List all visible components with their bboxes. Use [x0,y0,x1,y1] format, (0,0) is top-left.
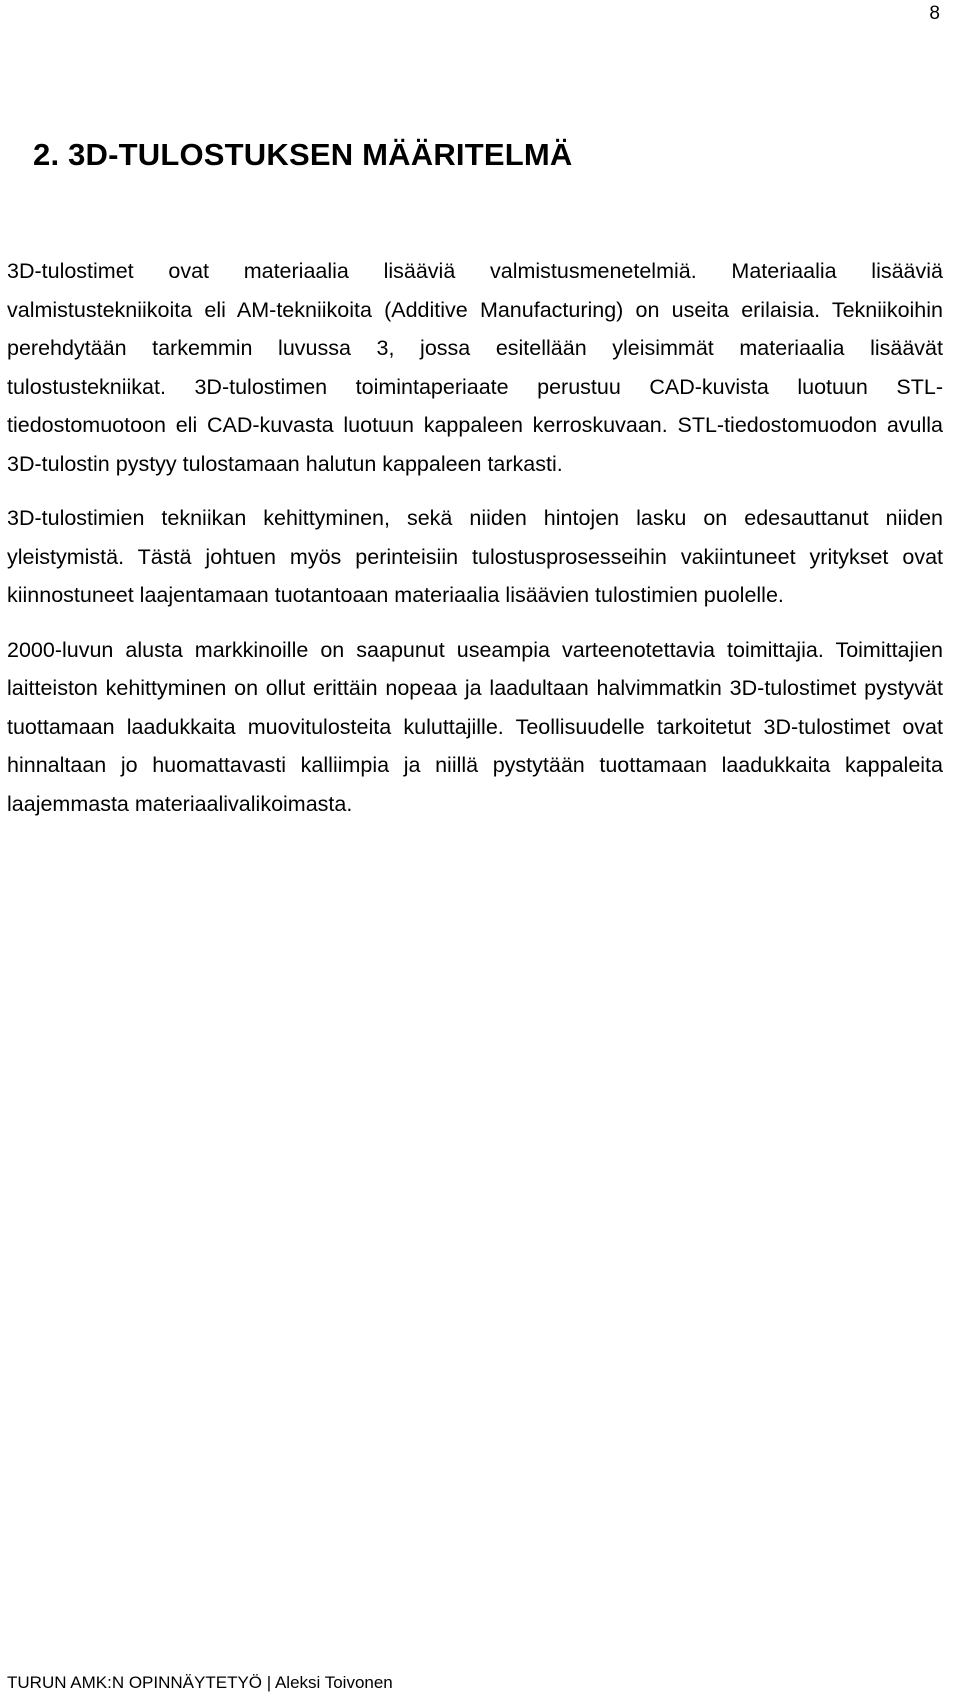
paragraph-development: 3D-tulostimien tekniikan kehittyminen, sekä niiden hintojen lasku on edesauttanut niiden yleistymistä. Tästä johtuen myös perinteisiin tulostusprosesseihin vakiintuneet yritykset ovat kiinnostuneet laajentamaan tuotantoaan materiaalia lisäävien tulostimien puolelle. [7,506,943,607]
page-number: 8 [929,3,940,24]
page-footer: TURUN AMK:N OPINNÄYTETYÖ | Aleksi Toivonen [7,1673,393,1692]
paragraph-definition: 3D-tulostimet ovat materiaalia lisääviä valmistusmenetelmiä. Materiaalia lisääviä valmistustekniikoita eli AM-tekniikoita (Additive Manufacturing) on useita erilaisia. Tekniikoihin perehdytään tarkemmin luvussa 3, jossa esitellään yleisimmät materiaalia lisäävät tulostustekniikat. 3D-tulostimen toimintaperiaate perustuu CAD-kuvista luotuun STL-tiedostomuotoon eli CAD-kuvasta luotuun kappaleen kerroskuvaan. STL-tiedostomuodon avulla 3D-tulostin pystyy tulostamaan halutun kappaleen tarkasti. [7,259,943,476]
body-text [7,252,943,839]
paragraph-market: 2000-luvun alusta markkinoille on saapunut useampia varteenotettavia toimittajia. Toimittajien laitteiston kehittyminen on ollut erittäin nopeaa ja laadultaan halvimmatkin 3D-tulostimet pystyvät tuottamaan laadukkaita muovitulosteita kuluttajille. Teollisuudelle tarkoitetut 3D-tulostimet ovat hinnaltaan jo huomattavasti kalliimpia ja niillä pystytään tuottamaan laadukkaita kappaleita laajemmasta materiaalivalikoimasta. [7,637,943,816]
chapter-heading: 2. 3D-TULOSTUKSEN MÄÄRITELMÄ [33,137,573,172]
